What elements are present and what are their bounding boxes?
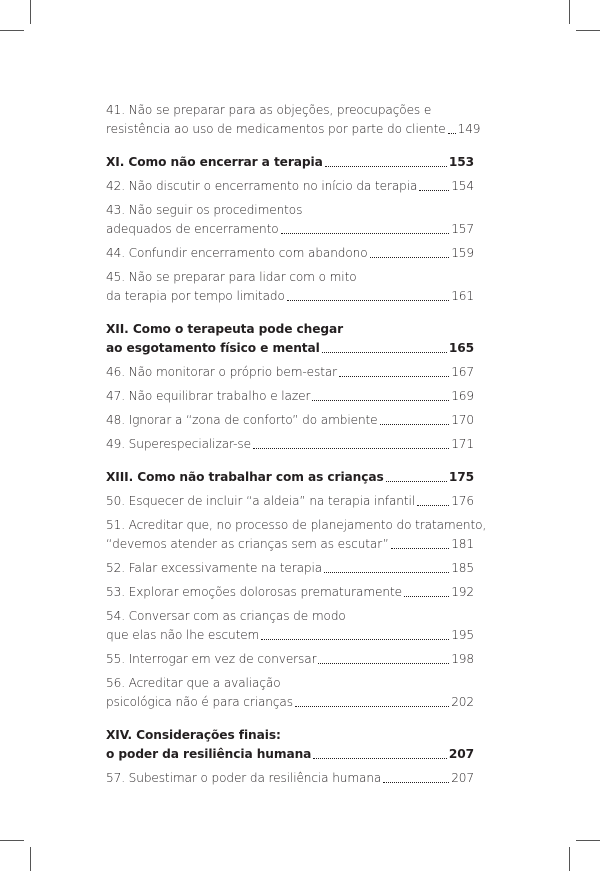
dot-leader: [370, 257, 450, 258]
dot-leader: [419, 190, 449, 191]
toc-entry-title-line: XI. Como não encerrar a terapia: [106, 155, 323, 169]
crop-mark-bottom-left: [30, 847, 31, 871]
dot-leader: [281, 233, 450, 234]
dot-leader: [312, 400, 449, 401]
dot-leader: [417, 505, 449, 506]
toc-entry: [106, 435, 474, 454]
toc-entry-title-line: XIII. Como não trabalhar com as crianças: [106, 470, 384, 484]
toc-entry-title-line: 46. Não monitorar o próprio bem-estar: [106, 365, 338, 379]
toc-entry-title-line: 44. Confundir encerramento com abandono: [106, 246, 368, 260]
toc-entry: [106, 559, 474, 578]
toc-entry-title-line: 56. Acreditar que a avaliação: [106, 676, 281, 690]
toc-entry: [106, 674, 474, 712]
dot-leader: [324, 572, 449, 573]
toc-page-number: 202: [451, 695, 474, 709]
toc-page-number: 192: [451, 585, 474, 599]
toc-page-number: 198: [451, 652, 474, 666]
toc-entry-title-line: 53. Explorar emoções dolorosas prematuramente: [106, 585, 402, 599]
toc-entry-title-line: 54. Conversar com as crianças de modo: [106, 609, 346, 623]
dot-leader: [404, 596, 449, 597]
dot-leader: [253, 448, 449, 449]
dot-leader: [339, 376, 449, 377]
toc-entry-title-line: da terapia por tempo limitado: [106, 289, 285, 303]
toc-page-number: 153: [448, 155, 474, 169]
toc-page-number: 175: [448, 470, 474, 484]
toc-entry: [106, 516, 487, 554]
toc-page-number: 171: [451, 437, 474, 451]
toc-entry-title-line: 47. Não equilibrar trabalho e lazer: [106, 389, 311, 403]
toc-entry-title-line: 45. Não se preparar para lidar com o mito: [106, 270, 357, 284]
toc-entry-title-line: 57. Subestimar o poder da resiliência humana: [106, 771, 382, 785]
toc-entry-title-line: XII. Como o terapeuta pode chegar: [106, 322, 344, 336]
dot-leader: [295, 706, 449, 707]
toc-entry-title-line: 52. Falar excessivamente na terapia: [106, 561, 323, 575]
toc-entry-title-line: psicológica não é para crianças: [106, 695, 293, 709]
toc-entry: [106, 101, 481, 139]
crop-mark-top-left-h: [0, 30, 24, 31]
toc-page-number: 167: [451, 365, 474, 379]
toc-page-number: 169: [451, 389, 474, 403]
toc-entry: [106, 769, 474, 788]
toc-page-number: 159: [451, 246, 474, 260]
toc-page-number: 161: [451, 289, 474, 303]
table-of-contents: [106, 101, 487, 793]
toc-chapter-heading: [106, 153, 474, 172]
toc-entry-title-line: 48. Ignorar a “zona de conforto” do ambiente: [106, 413, 378, 427]
toc-entry: [106, 492, 474, 511]
toc-page-number: 195: [451, 628, 474, 642]
dot-leader: [383, 782, 449, 783]
toc-entry: [106, 363, 474, 382]
dot-leader: [318, 663, 449, 664]
toc-page-number: 207: [448, 747, 474, 761]
dot-leader: [287, 300, 449, 301]
dot-leader: [391, 548, 449, 549]
toc-page-number: 170: [451, 413, 474, 427]
toc-page-number: 154: [451, 179, 474, 193]
toc-entry-title-line: 50. Esquecer de incluir “a aldeia” na terapia infantil: [106, 494, 416, 508]
toc-page-number: 165: [448, 341, 474, 355]
toc-chapter-heading: [106, 726, 474, 764]
toc-page-number: 176: [451, 494, 474, 508]
crop-mark-top-right: [569, 0, 570, 24]
crop-mark-bottom-left-h: [0, 840, 24, 841]
dot-leader: [380, 424, 450, 425]
toc-entry-title-line: adequados de encerramento: [106, 222, 279, 236]
dot-leader: [313, 758, 447, 759]
toc-entry-title-line: resistência ao uso de medicamentos por parte do cliente: [106, 122, 446, 136]
toc-entry-title-line: XIV. Considerações finais:: [106, 728, 281, 742]
toc-entry-title-line: o poder da resiliência humana: [106, 747, 312, 761]
crop-mark-bottom-right-h: [576, 840, 600, 841]
toc-entry-title-line: 51. Acreditar que, no processo de planejamento do tratamento,: [106, 518, 487, 532]
toc-entry-title-line: “devemos atender as crianças sem as escutar”: [106, 537, 389, 551]
toc-page-number: 185: [451, 561, 474, 575]
toc-entry: [106, 268, 474, 306]
dot-leader: [448, 133, 456, 134]
toc-page-number: 181: [451, 537, 474, 551]
crop-mark-bottom-right: [569, 847, 570, 871]
crop-mark-top-right-h: [576, 30, 600, 31]
toc-entry: [106, 244, 474, 263]
dot-leader: [386, 481, 447, 482]
toc-chapter-heading: [106, 468, 474, 487]
toc-entry-title-line: ao esgotamento físico e mental: [106, 341, 320, 355]
toc-page-number: 157: [451, 222, 474, 236]
toc-entry-title-line: 49. Superespecializar-se: [106, 437, 251, 451]
crop-mark-top-left: [30, 0, 31, 24]
toc-entry: [106, 607, 474, 645]
toc-entry: [106, 583, 474, 602]
toc-entry: [106, 411, 474, 430]
toc-entry: [106, 650, 474, 669]
toc-entry-title-line: 43. Não seguir os procedimentos: [106, 203, 303, 217]
dot-leader: [261, 639, 449, 640]
toc-page-number: 149: [457, 122, 481, 136]
toc-entry: [106, 177, 474, 196]
dot-leader: [325, 166, 447, 167]
toc-entry-title-line: 41. Não se preparar para as objeções, preocupações e: [106, 103, 432, 117]
toc-entry: [106, 201, 474, 239]
toc-entry-title-line: que elas não lhe escutem: [106, 628, 260, 642]
toc-page-number: 207: [451, 771, 474, 785]
toc-entry-title-line: 55. Interrogar em vez de conversar: [106, 652, 317, 666]
toc-entry-title-line: 42. Não discutir o encerramento no início da terapia: [106, 179, 418, 193]
dot-leader: [322, 352, 447, 353]
toc-entry: [106, 387, 474, 406]
toc-chapter-heading: [106, 320, 474, 358]
